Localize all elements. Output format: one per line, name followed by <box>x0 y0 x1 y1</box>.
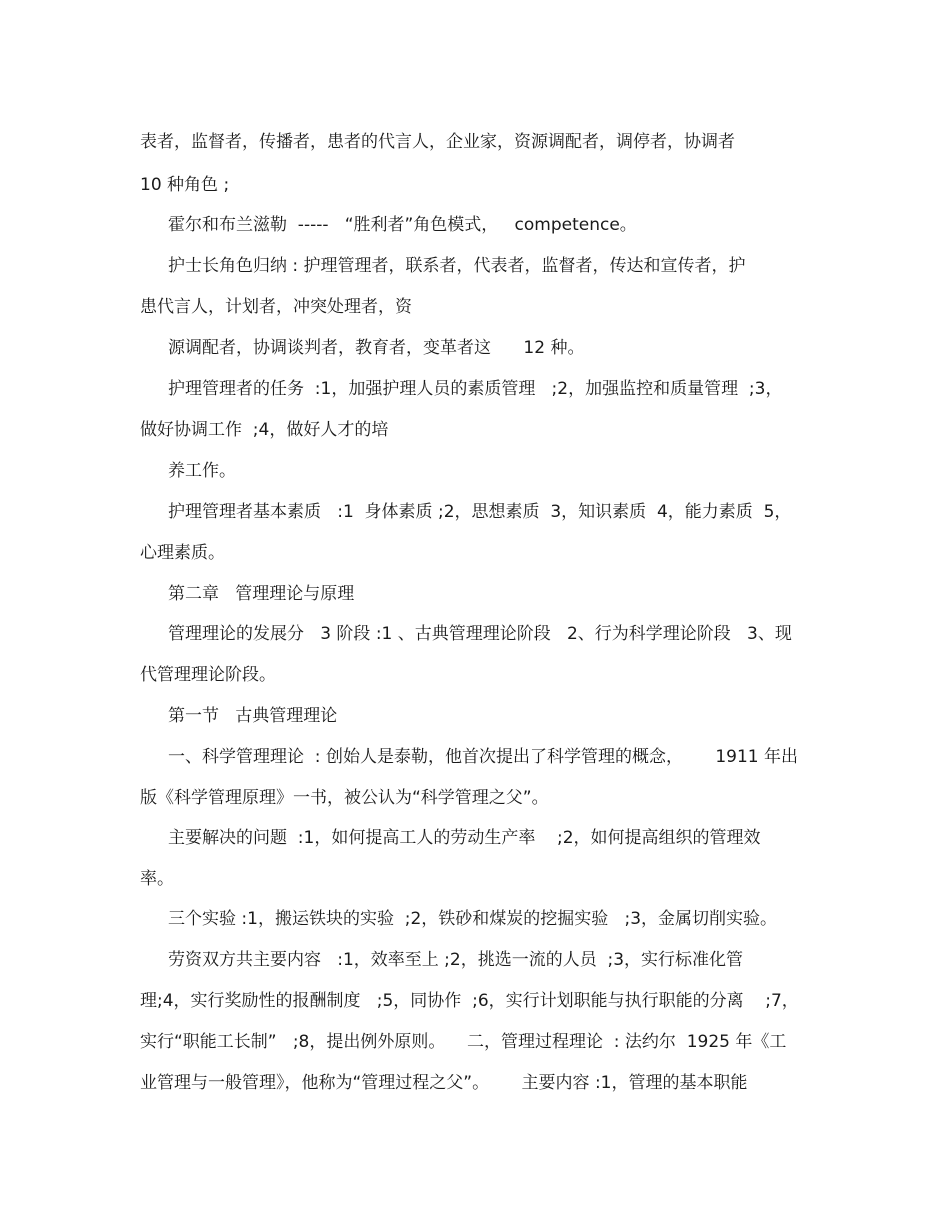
text-line: 心理素质。 <box>140 543 225 563</box>
text-line: 做好协调工作 ;4，做好人才的培 <box>140 420 389 440</box>
text-line: 10 种角色 ; <box>140 175 230 195</box>
text-line: 代管理理论阶段。 <box>140 665 276 685</box>
text-line: 护理管理者基本素质 :1 身体素质 ;2，思想素质 3，知识素质 4，能力素质 5， <box>168 502 792 522</box>
text-line: 源调配者，协调谈判者，教育者，变革者这 12 种。 <box>168 338 585 358</box>
text-line: 第二章 管理理论与原理 <box>168 584 355 604</box>
text-line: 表者，监督者，传播者，患者的代言人，企业家，资源调配者，调停者，协调者 <box>140 132 735 152</box>
text-line: 三个实验 :1，搬运铁块的实验 ;2，铁砂和煤炭的挖掘实验 ;3，金属切削实验。 <box>168 909 778 929</box>
text-line: 主要解决的问题 :1，如何提高工人的劳动生产率 ;2，如何提高组织的管理效 <box>168 828 761 848</box>
text-line: 理;4，实行奖励性的报酬制度 ;5，同协作 ;6，实行计划职能与执行职能的分离 ;7， <box>140 991 799 1011</box>
text-line: 管理理论的发展分 3 阶段 :1 、古典管理理论阶段 2、行为科学理论阶段 3、现 <box>168 624 792 644</box>
text-line: 霍尔和布兰滋勒 ----- “胜利者”角色模式， competence。 <box>168 215 637 235</box>
text-line: 版《科学管理原理》一书，被公认为“科学管理之父”。 <box>140 788 549 808</box>
text-line: 实行“职能工长制” ;8，提出例外原则。 二，管理过程理论 : 法约尔 1925 年《工 <box>140 1032 787 1052</box>
text-line: 患代言人，计划者，冲突处理者，资 <box>140 297 412 317</box>
text-line: 率。 <box>140 869 174 889</box>
text-line: 业管理与一般管理》，他称为“管理过程之父”。 主要内容 :1，管理的基本职能 <box>140 1073 748 1093</box>
text-line: 第一节 古典管理理论 <box>168 706 338 726</box>
text-line: 护理管理者的任务 :1，加强护理人员的素质管理 ;2，加强监控和质量管理 ;3， <box>168 379 783 399</box>
text-line: 劳资双方共主要内容 :1，效率至上 ;2，挑选一流的人员 ;3，实行标准化管 <box>168 950 744 970</box>
text-line: 护士长角色归纳 : 护理管理者，联系者，代表者，监督者，传达和宣传者，护 <box>168 256 746 276</box>
text-line: 一、科学管理理论 : 创始人是泰勒，他首次提出了科学管理的概念， 1911 年出 <box>168 747 799 767</box>
text-line: 养工作。 <box>168 461 236 481</box>
